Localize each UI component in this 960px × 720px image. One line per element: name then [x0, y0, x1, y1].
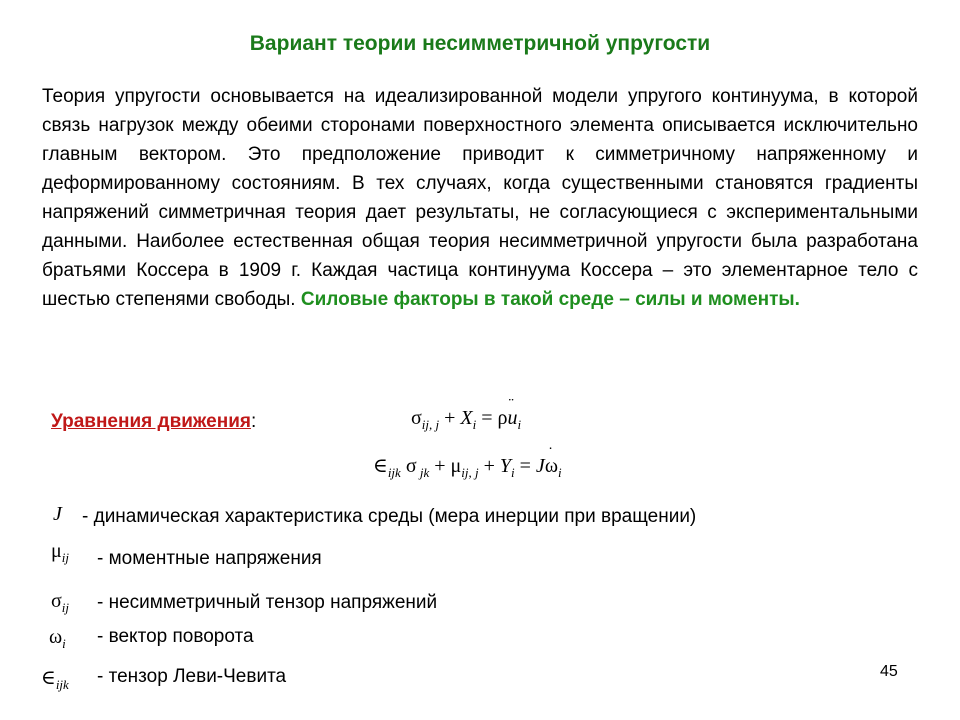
eq2-epsilon-sub: ijk: [387, 465, 401, 480]
def-text-epsilon: - тензор Леви-Чевита: [97, 666, 287, 687]
eq1-plus: +: [439, 407, 461, 429]
eq2-equals: =: [514, 455, 536, 477]
eq2-Y-sub: i: [511, 465, 515, 480]
eq1-sigma: σ: [411, 407, 422, 429]
eq2-plus2: +: [478, 455, 500, 477]
def-text-sigma: - несимметричный тензор напряжений: [97, 592, 438, 613]
eq2-omega: ˙ ω: [545, 455, 558, 478]
eq1-comma-sub: , j: [429, 417, 440, 432]
equations-label-colon: :: [250, 411, 257, 432]
equation-moment: [373, 453, 562, 478]
eq1-equals: =: [476, 407, 498, 429]
eq1-sigma-sub: ij: [421, 417, 430, 432]
eq2-mu-sub: ij: [461, 465, 469, 480]
eq2-J: J: [535, 455, 545, 477]
eq1-u: ¨ u: [508, 407, 518, 430]
page-number: 45: [880, 663, 898, 680]
body-paragraph: [42, 82, 918, 314]
def-text-omega: - вектор поворота: [97, 626, 254, 647]
eq2-comma-sub: , j: [468, 465, 479, 480]
def-symbol-omega: $\omega_i$: [49, 626, 66, 651]
equations-label-text: Уравнения движения: [51, 411, 251, 432]
eq2-sigma: σ: [400, 455, 417, 477]
def-symbol-J: J: [53, 503, 62, 525]
paragraph-text: Теория упругости основывается на идеализированной модели упругого континуума, в которой связь нагрузок между обеими сторонами поверхностного элемента описывается исключительно главным вектором. Это предположение приводит к симметричному напряженному и деформированному состояниям. В тех случаях, когда существенными становятся градиенты напряжений симметричная теория дает результаты, не согласующиеся с экспериментальными данными. Наиболее естественная общая теория несимметричной упругости была разработана братьями Коссера в 1909 г. Каждая частица континуума Коссера – это элементарное тело с шестью степенями свободы.: [42, 86, 918, 310]
eq2-mu: μ: [450, 455, 462, 477]
equations-label: [51, 411, 256, 433]
eq1-u-sub: i: [517, 417, 522, 432]
slide-title: Вариант теории несимметричной упругости: [249, 32, 711, 55]
eq2-Y: Y: [499, 455, 512, 477]
eq2-plus1: +: [429, 455, 451, 477]
def-symbol-sigma: $\sigma_{ij}$: [51, 590, 70, 615]
def-symbol-epsilon: $\in_{ijk}$: [41, 667, 69, 692]
eq2-epsilon: ∈: [373, 455, 388, 477]
def-text-mu: - моментные напряжения: [97, 548, 322, 569]
def-text-J: - динамическая характеристика среды (мера инерции при вращении): [82, 506, 697, 527]
eq1-X-sub: i: [472, 417, 477, 432]
eq2-omega-sub: i: [557, 465, 562, 480]
equation-motion: [411, 407, 521, 430]
eq1-rho: ρ: [497, 407, 508, 429]
highlight-text: Силовые факторы в такой среде – силы и моменты.: [300, 289, 800, 310]
eq1-X: X: [460, 407, 473, 429]
eq2-sigma-sub: jk: [416, 465, 430, 480]
def-symbol-mu: $\mu_{ij}$: [51, 540, 69, 565]
